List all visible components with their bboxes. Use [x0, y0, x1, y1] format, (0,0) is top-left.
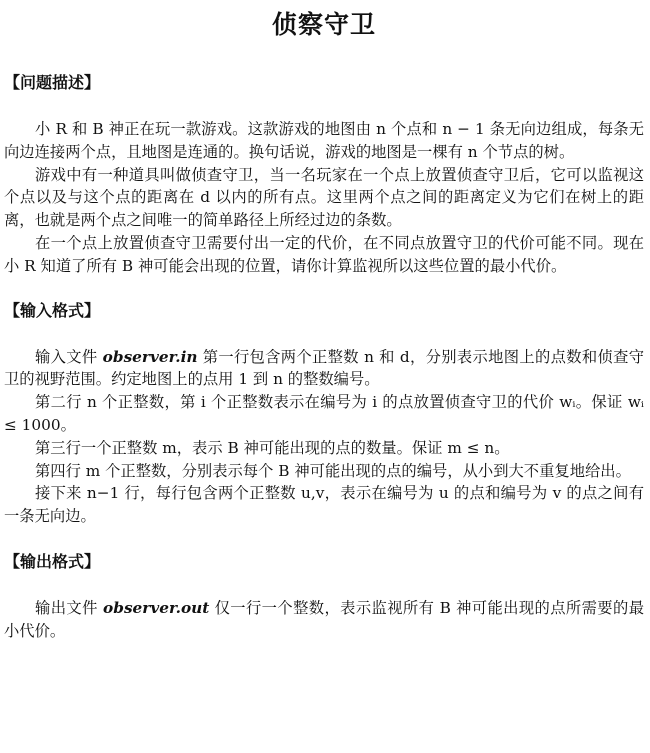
- page-title: 侦察守卫: [271, 10, 376, 39]
- description-paragraph-1: 小 R 和 B 神正在玩一款游戏。这款游戏的地图由 n 个点和 n − 1 条无向边组成，每条无向边连接两个点，且地图是连通的。换句话说，游戏的地图是一棵有 n 个节点的树。: [4, 120, 644, 161]
- description-body: [4, 118, 644, 278]
- output-body: [4, 597, 644, 643]
- section-heading-description: 【问题描述】: [4, 73, 101, 92]
- output-filename: observer.out: [103, 598, 210, 617]
- input-paragraph-1: [4, 346, 644, 392]
- section-heading-output: 【输出格式】: [4, 551, 101, 571]
- input-paragraph-3: 第三行一个正整数 m，表示 B 神可能出现的点的数量。保证 m ≤ n。: [35, 438, 510, 457]
- output-p1-prefix: 输出文件: [35, 598, 104, 617]
- description-paragraph-3: 在一个点上放置侦查守卫需要付出一定的代价，在不同点放置守卫的代价可能不同。现在小 R 知道了所有 B 神可能会出现的位置，请你计算监视所以这些位置的最小代价。: [4, 233, 644, 275]
- input-p1-rest: 第一行包含两个正整数 n 和 d，分别表示地图上的点数和侦查守卫的视野范围。约定地图上的点用 1 到 n 的整数编号。: [4, 347, 644, 389]
- input-paragraph-2: 第二行 n 个正整数，第 i 个正整数表示在编号为 i 的点放置侦查守卫的代价 wᵢ。保证 wᵢ ≤ 1000。: [4, 393, 644, 434]
- input-paragraph-4: 第四行 m 个正整数，分别表示每个 B 神可能出现的点的编号，从小到大不重复地给出。: [35, 461, 631, 480]
- input-body: [4, 346, 644, 528]
- output-paragraph-1: [4, 597, 644, 643]
- input-p1-prefix: 输入文件: [35, 347, 103, 366]
- output-p1-rest: 仅一行一个整数，表示监视所有 B 神可能出现的点所需要的最小代价。: [4, 598, 644, 640]
- document-page: [0, 8, 650, 753]
- section-heading-input: 【输入格式】: [4, 300, 101, 320]
- input-filename: observer.in: [102, 347, 198, 366]
- description-paragraph-2: 游戏中有一种道具叫做侦查守卫，当一名玩家在一个点上放置侦查守卫后，它可以监视这个点以及与这个点的距离在 d 以内的所有点。这里两个点之间的距离定义为它们在树上的距离，也就是两个点之间唯一的简单路径上所经过边的条数。: [4, 165, 644, 230]
- input-paragraph-5: 接下来 n−1 行，每行包含两个正整数 u,v，表示在编号为 u 的点和编号为 v 的点之间有一条无向边。: [4, 484, 644, 526]
